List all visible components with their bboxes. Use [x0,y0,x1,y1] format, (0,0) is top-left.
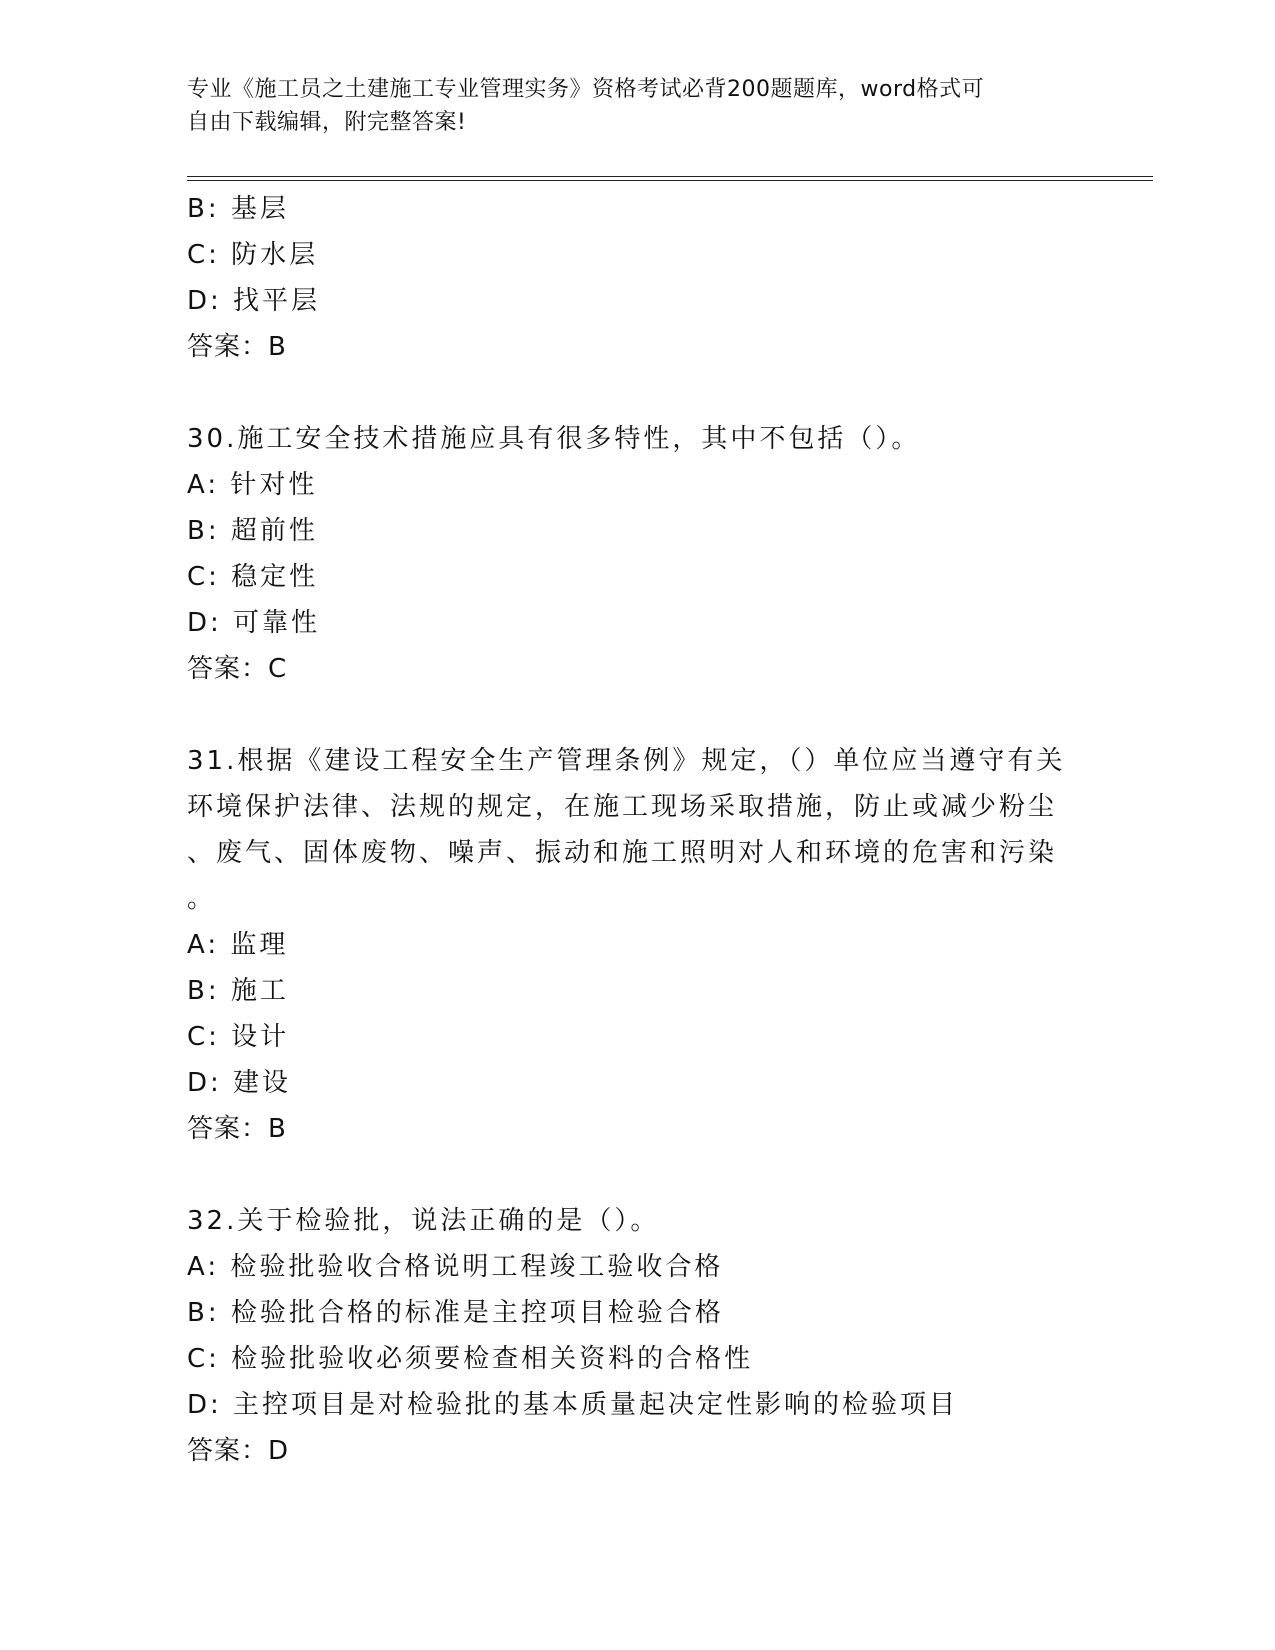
header-line-1: 专业《施工员之土建施工专业管理实务》资格考试必背200题题库，word格式可 [187,77,985,102]
option-b: B: 超前性 [187,516,318,546]
option-a: A: 监理 [187,930,289,960]
option-c: C: 检验批验收必须要检查相关资料的合格性 [187,1344,754,1374]
header-line-2: 自由下载编辑，附完整答案! [187,110,467,135]
question-text-line-2: 环境保护法律、法规的规定，在施工现场采取措施，防止或减少粉尘 [187,792,1058,822]
answer: 答案：B [187,1114,287,1144]
question-32 [187,1198,1087,1474]
question-text-line-1: 31.根据《建设工程安全生产管理条例》规定，（）单位应当遵守有关 [187,746,1066,776]
answer: 答案：C [187,654,288,684]
option-b: B: 施工 [187,976,289,1006]
question-text: 32.关于检验批，说法正确的是（）。 [187,1206,660,1236]
question-29-tail [187,186,1087,370]
answer: 答案：D [187,1436,290,1466]
question-text-line-3: 、废气、固体废物、噪声、振动和施工照明对人和环境的危害和污染 [187,838,1058,868]
option-d: D: 可靠性 [187,608,321,638]
question-text: 30.施工安全技术措施应具有很多特性，其中不包括（）。 [187,424,921,454]
option-b: B: 检验批合格的标准是主控项目检验合格 [187,1298,724,1328]
option-c: C: 防水层 [187,240,319,270]
question-31 [187,738,1087,1152]
question-list [187,186,1087,1474]
option-c: C: 设计 [187,1022,290,1052]
option-d: D: 找平层 [187,286,321,316]
header-rule-bottom [187,180,1153,181]
option-a: A: 检验批验收合格说明工程竣工验收合格 [187,1252,724,1282]
option-c: C: 稳定性 [187,562,319,592]
answer: 答案：B [187,332,287,362]
option-d: D: 建设 [187,1068,292,1098]
option-a: A: 针对性 [187,470,318,500]
option-b: B: 基层 [187,194,289,224]
option-d: D: 主控项目是对检验批的基本质量起决定性影响的检验项目 [187,1390,959,1420]
question-text-line-4: 。 [187,884,217,914]
header-rule-top [187,176,1153,177]
document-header [187,73,1087,139]
question-30 [187,416,1087,692]
